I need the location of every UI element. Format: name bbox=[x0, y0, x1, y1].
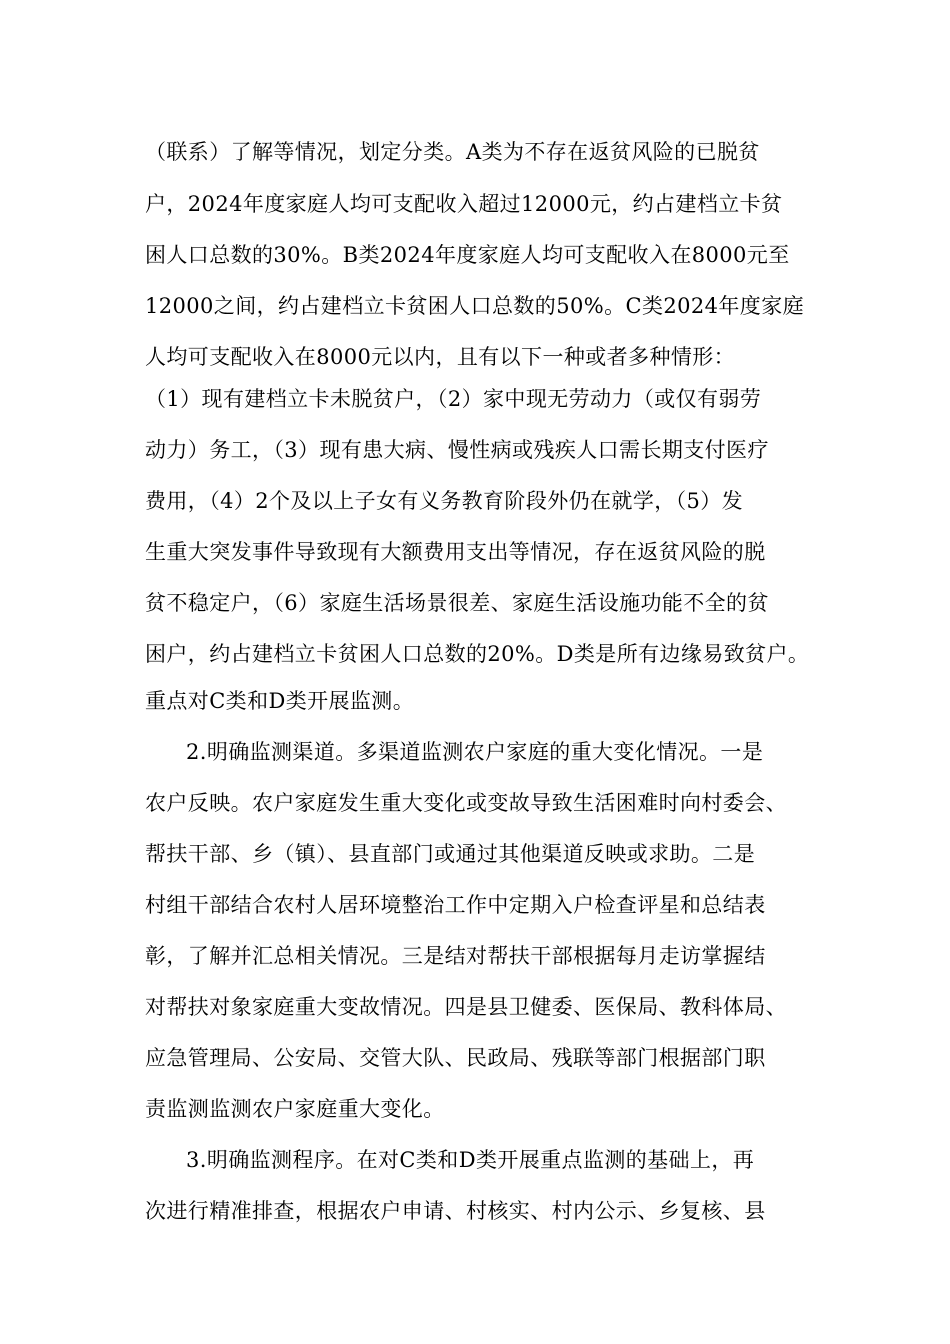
text-line: 费用，（4）2个及以上子女有义务教育阶段外仍在就学，（5）发 bbox=[145, 489, 744, 513]
text-line: 户，2024年度家庭人均可支配收入超过12000元，约占建档立卡贫 bbox=[145, 192, 783, 216]
text-line: 贫不稳定户，（6）家庭生活场景很差、家庭生活设施功能不全的贫 bbox=[145, 591, 769, 615]
text-line: 帮扶干部、乡（镇）、县直部门或通过其他渠道反映或求助。二是 bbox=[145, 842, 756, 866]
text-line: 困户，约占建档立卡贫困人口总数的20%。D类是所有边缘易致贫户。 bbox=[145, 642, 810, 666]
text-line: （1）现有建档立卡未脱贫户，（2）家中现无劳动力（或仅有弱劳 bbox=[145, 387, 762, 411]
text-line: 责监测监测农户家庭重大变化。 bbox=[145, 1097, 445, 1121]
text-line: 重点对C类和D类开展监测。 bbox=[145, 689, 415, 713]
text-line: （联系）了解等情况，划定分类。A类为不存在返贫风险的已脱贫 bbox=[145, 140, 760, 164]
text-line: 动力）务工，（3）现有患大病、慢性病或残疾人口需长期支付医疗 bbox=[145, 438, 769, 462]
text-line: 12000之间，约占建档立卡贫困人口总数的50%。C类2024年度家庭 bbox=[145, 294, 804, 318]
text-line: 困人口总数的30%。B类2024年度家庭人均可支配收入在8000元至 bbox=[145, 243, 790, 267]
text-line: 对帮扶对象家庭重大变故情况。四是县卫健委、医保局、教科体局、 bbox=[145, 995, 787, 1019]
text-line: 生重大突发事件导致现有大额费用支出等情况，存在返贫风险的脱 bbox=[145, 540, 766, 564]
text-line: 村组干部结合农村人居环境整治工作中定期入户检查评星和总结表 bbox=[145, 893, 766, 917]
paragraph-start-line: 3.明确监测程序。在对C类和D类开展重点监测的基础上，再 bbox=[186, 1148, 755, 1172]
text-line: 人均可支配收入在8000元以内，且有以下一种或者多种情形： bbox=[145, 345, 736, 369]
text-line: 彰，了解并汇总相关情况。三是结对帮扶干部根据每月走访掌握结 bbox=[145, 944, 766, 968]
text-line: 次进行精准排查，根据农户申请、村核实、村内公示、乡复核、县 bbox=[145, 1199, 766, 1223]
paragraph-start-line: 2.明确监测渠道。多渠道监测农户家庭的重大变化情况。一是 bbox=[186, 740, 764, 764]
text-line: 农户反映。农户家庭发生重大变化或变故导致生活困难时向村委会、 bbox=[145, 791, 787, 815]
text-line: 应急管理局、公安局、交管大队、民政局、残联等部门根据部门职 bbox=[145, 1046, 766, 1070]
